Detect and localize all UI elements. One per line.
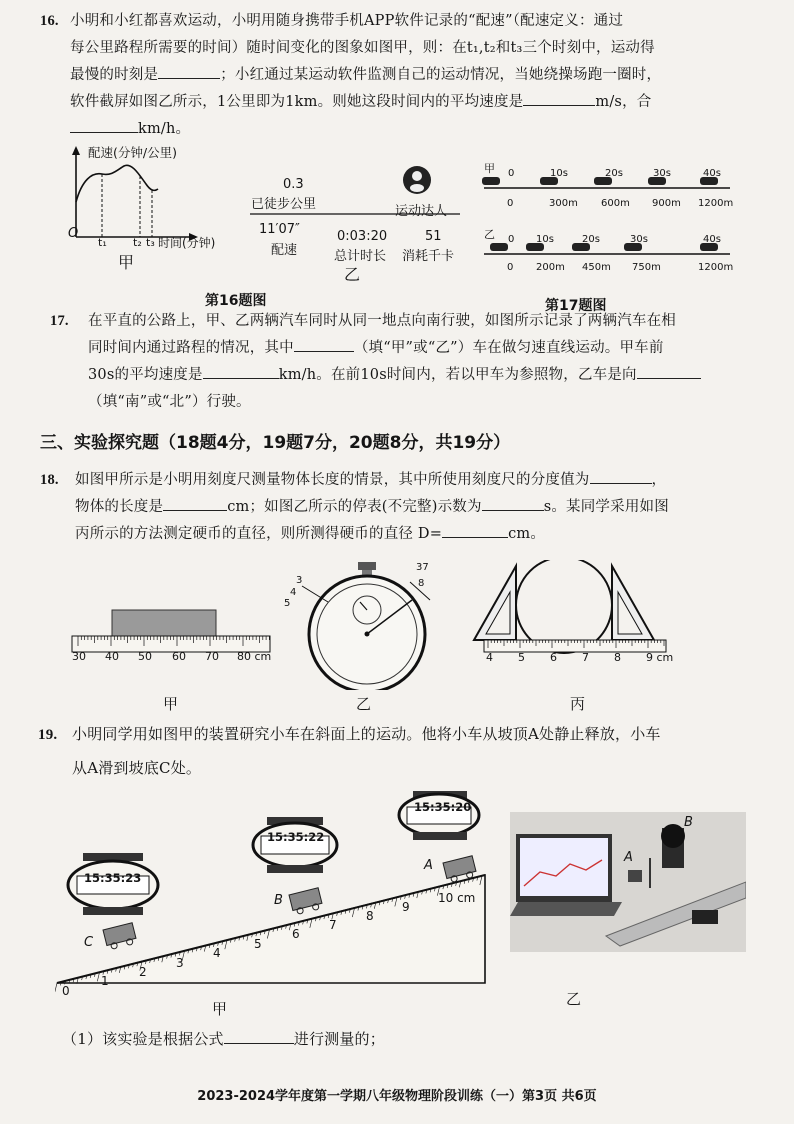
question-number: 18. — [40, 472, 59, 488]
fig17-yi-time-1: 10s — [536, 234, 554, 245]
fig16-time: 0:03:20 — [337, 229, 388, 244]
fig16-badge: 运动达人 — [395, 204, 448, 219]
question-17 — [50, 308, 758, 416]
photo-point-a: A — [624, 850, 633, 865]
question-16 — [40, 8, 760, 143]
q16-line2: 每公里路程所需要的时间）随时间变化的图象如图甲，则：在t₁,t₂和t₃三个时刻中，运动得 — [70, 40, 655, 56]
fig17-yi-dist-1: 200m — [536, 262, 565, 273]
fig17-yi-time-4: 40s — [703, 234, 721, 245]
q16-blank-3[interactable] — [70, 118, 138, 133]
fig16-ylabel: 配速(分钟/公里) — [88, 145, 177, 160]
page-footer: 2023-2024学年度第一学期八年级物理阶段训练（一）第3页 共6页 — [197, 1089, 597, 1104]
q17-blank-1[interactable] — [294, 337, 354, 352]
fig16-origin: O — [68, 226, 79, 241]
point-a-label: A — [424, 858, 433, 873]
q18-blank-1[interactable] — [590, 469, 652, 484]
q16-line4a: 软件截屏如图乙所示，1公里即为1km。则她这段时间内的平均速度是 — [70, 94, 524, 110]
ruler-label-60: 60 — [172, 650, 186, 663]
q17-line3b: km/h。在前10s时间内，若以甲车为参照物，乙车是向 — [278, 367, 637, 383]
ramp-tick-10: 10 cm — [438, 891, 476, 905]
coin-ruler-9: 9 cm — [646, 651, 674, 664]
fig17-yi-dist-0: 0 — [507, 262, 514, 273]
q18-blank-3[interactable] — [482, 496, 544, 511]
fig19-jia-name: 甲 — [212, 1000, 228, 1018]
clock-a-icon — [399, 791, 479, 840]
q19-line2: 从A滑到坡底C处。 — [72, 759, 202, 777]
question-18 — [40, 467, 765, 548]
fig17-yi-time-3: 30s — [630, 234, 648, 245]
fig18-jia-name: 甲 — [163, 695, 179, 713]
fig17-time-2: 20s — [605, 168, 623, 179]
q18-line2a: 物体的长度是 — [75, 499, 164, 515]
ramp-tick-2: 2 — [139, 965, 147, 979]
ramp-tick-6: 6 — [292, 927, 300, 941]
fig17-jia-label: 甲 — [484, 162, 495, 175]
fig17-yi-dist-2: 450m — [582, 262, 611, 273]
ramp-tick-4: 4 — [213, 946, 221, 960]
q17-line3a: 30s的平均速度是 — [88, 367, 203, 383]
q16-blank-1[interactable] — [158, 64, 220, 79]
ramp-tick-5: 5 — [254, 937, 262, 951]
fig18-bing-name: 丙 — [570, 695, 586, 713]
q18-blank-4[interactable] — [442, 523, 508, 538]
q18-line1a: 如图甲所示是小明用刻度尺测量物体长度的情景，其中所使用刻度尺的分度值为 — [75, 472, 590, 488]
fig17-jia-dist-2: 600m — [601, 198, 630, 209]
ramp-tick-9: 9 — [402, 900, 410, 914]
fig17-time-3: 30s — [653, 168, 671, 179]
coin-ruler-8: 8 — [614, 651, 621, 664]
q16-line5: km/h。 — [138, 121, 191, 137]
fig16-t1: t₁ — [98, 236, 107, 249]
ramp-tick-3: 3 — [176, 956, 184, 970]
q16-blank-2[interactable] — [523, 91, 595, 106]
q18-line3b: cm。 — [508, 526, 546, 542]
fig19-photo — [510, 812, 746, 952]
fig16-time-label: 总计时长 — [334, 249, 387, 264]
question-number: 17. — [50, 313, 69, 329]
stopwatch-num-37: 37 — [416, 562, 429, 573]
q16-line3b: ；小红通过某运动软件监测自己的运动情况，当她绕操场跑一圈时， — [220, 67, 662, 83]
section-3-title: 三、实验探究题（18题4分，19题7分，20题8分，共19分） — [40, 433, 511, 453]
fig17-caption: 第17题图 — [545, 298, 607, 314]
fig17-yi-time-0: 0 — [508, 234, 515, 245]
point-c-label: C — [84, 935, 94, 950]
fig17-time-4: 40s — [703, 168, 721, 179]
q19-sub1 — [62, 1026, 385, 1053]
fig18-yi-name: 乙 — [356, 695, 372, 713]
q17-line4: （填“南”或“北”）行驶。 — [88, 394, 251, 410]
coin-ruler-5: 5 — [518, 651, 525, 664]
question-number: 19. — [38, 727, 58, 743]
q16-line1: 小明和小红都喜欢运动，小明用随身携带手机APP软件记录的“配速”（配速定义：通过 — [70, 13, 624, 29]
ramp-tick-1: 1 — [101, 974, 109, 988]
fig16-kcal: 51 — [425, 229, 442, 244]
q19-sub1a: （1）该实验是根据公式 — [62, 1030, 224, 1048]
stopwatch-num-8: 8 — [418, 578, 425, 589]
coin-ruler-6: 6 — [550, 651, 557, 664]
q16-line3a: 最慢的时刻是 — [70, 67, 159, 83]
fig17-jia-dist-4: 1200m — [698, 198, 734, 209]
ruler-label-70: 70 — [205, 650, 219, 663]
q18-line3a: 丙所示的方法测定硬币的直径，则所测得硬币的直径 D= — [75, 526, 443, 542]
fig16-yi-name: 乙 — [344, 265, 361, 284]
fig16-kcal-label: 消耗千卡 — [402, 249, 455, 264]
fig17-jia-dist-0: 0 — [507, 198, 514, 209]
q17-line2a: 同时间内通过路程的情况，其中 — [88, 340, 294, 356]
clock-a-display: 15:35:20 — [414, 800, 472, 814]
coin-ruler-7: 7 — [582, 651, 589, 664]
fig17-yi-dist-3: 750m — [632, 262, 661, 273]
fig17-yi-time-2: 20s — [582, 234, 600, 245]
stopwatch-num-3: 3 — [296, 575, 303, 586]
question-19 — [38, 718, 762, 785]
ruler-label-80: 80 cm — [237, 650, 272, 663]
fig17-jia-dist-1: 300m — [549, 198, 578, 209]
fig16-distance-label: 已徒步公里 — [251, 197, 317, 212]
q19-line1: 小明同学用如图甲的装置研究小车在斜面上的运动。他将小车从坡顶A处静止释放，小车 — [72, 725, 661, 743]
q18-line2c: s。某同学采用如图 — [543, 499, 669, 515]
fig16-distance: 0.3 — [283, 177, 304, 192]
fig17-time-0: 0 — [508, 168, 515, 179]
q16-line4b: m/s，合 — [595, 94, 652, 110]
fig16-caption: 第16题图 — [205, 293, 267, 309]
fig17-jia-dist-3: 900m — [652, 198, 681, 209]
ramp-tick-7: 7 — [329, 918, 337, 932]
ruler-label-30: 30 — [72, 650, 86, 663]
question-number: 16. — [40, 13, 59, 29]
fig16-xlabel: 时间(分钟) — [158, 236, 216, 250]
ruler-label-50: 50 — [138, 650, 152, 663]
ramp-tick-0: 0 — [62, 984, 70, 998]
fig16-t2: t₂ — [133, 236, 142, 249]
fig17-yi-dist-4: 1200m — [698, 262, 734, 273]
photo-point-b: B — [684, 815, 693, 830]
clock-c-display: 15:35:23 — [84, 871, 142, 885]
q18-line1b: ， — [651, 472, 667, 488]
q19-sub1b: 进行测量的； — [293, 1030, 385, 1048]
coin-ruler-4: 4 — [486, 651, 493, 664]
q17-line1: 在平直的公路上，甲、乙两辆汽车同时从同一地点向南行驶，如图所示记录了两辆汽车在相 — [88, 313, 676, 329]
q17-blank-2[interactable] — [203, 364, 279, 379]
fig16-jia-name: 甲 — [118, 253, 135, 272]
fig16-pace: 11′07″ — [259, 222, 300, 237]
clock-b-icon — [253, 817, 337, 873]
point-b-label: B — [274, 893, 283, 908]
q18-line2b: cm；如图乙所示的停表(不完整)示数为 — [227, 499, 482, 515]
q17-line2b: （填“甲”或“乙”）车在做匀速直线运动。甲车前 — [353, 340, 664, 356]
fig17-yi-label: 乙 — [484, 228, 495, 241]
fig17-time-1: 10s — [550, 168, 568, 179]
stopwatch-num-4: 4 — [290, 587, 297, 598]
fig18-stopwatch — [280, 560, 460, 690]
stopwatch-num-5: 5 — [284, 598, 291, 609]
q19-blank-1[interactable] — [224, 1029, 294, 1044]
q17-blank-3[interactable] — [637, 364, 701, 379]
q18-blank-2[interactable] — [163, 496, 227, 511]
ruler-label-40: 40 — [105, 650, 119, 663]
fig19-yi-name: 乙 — [566, 990, 582, 1008]
clock-b-display: 15:35:22 — [267, 830, 325, 844]
ramp-tick-8: 8 — [366, 909, 374, 923]
fig16-t3: t₃ — [146, 236, 155, 249]
fig16-pace-label: 配速 — [271, 243, 298, 258]
